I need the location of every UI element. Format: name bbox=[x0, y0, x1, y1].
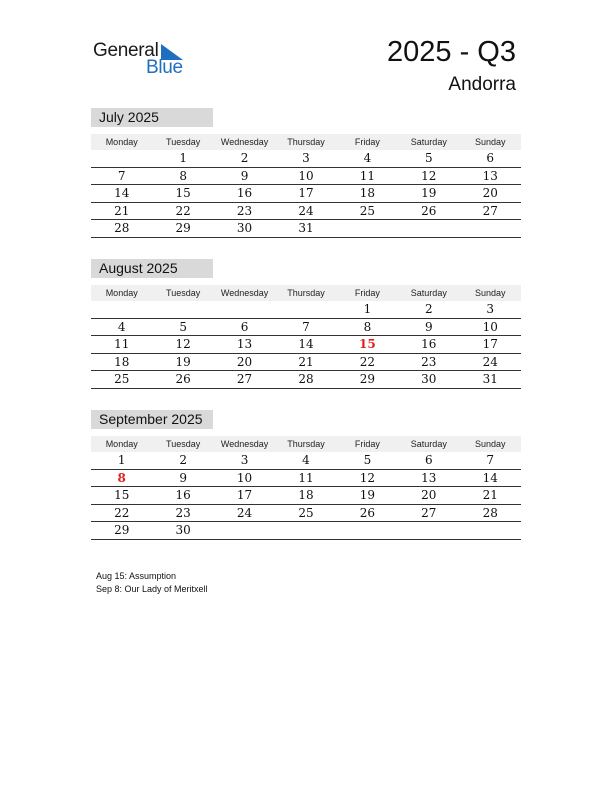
weekday-header: Saturday bbox=[410, 439, 447, 449]
day-cell bbox=[460, 220, 521, 237]
day-cell: 16 bbox=[175, 488, 191, 502]
weekday-header: Wednesday bbox=[220, 137, 269, 147]
day-cell: 8 bbox=[363, 319, 372, 334]
day-cell: 19 bbox=[359, 488, 376, 502]
month-september bbox=[91, 410, 521, 540]
day-cell: 15 bbox=[175, 186, 191, 200]
day-cell: 9 bbox=[425, 319, 433, 334]
weekday-header: Saturday bbox=[410, 288, 447, 298]
week-row bbox=[91, 301, 521, 319]
day-cell: 2 bbox=[425, 302, 433, 316]
day-cell: 20 bbox=[421, 488, 437, 502]
day-cell: 30 bbox=[421, 372, 437, 386]
day-cell: 29 bbox=[359, 372, 376, 386]
day-cell: 23 bbox=[236, 203, 253, 218]
day-cell: 29 bbox=[114, 523, 130, 537]
day-cell: 14 bbox=[114, 186, 130, 200]
day-cell: 28 bbox=[114, 221, 130, 235]
weekday-header: Saturday bbox=[410, 137, 447, 147]
week-row bbox=[91, 185, 521, 203]
weekday-header-row bbox=[91, 436, 521, 452]
week-row bbox=[91, 487, 521, 505]
day-cell: 16 bbox=[236, 186, 253, 200]
day-cell: 2 bbox=[240, 151, 249, 165]
day-cell: 6 bbox=[486, 151, 495, 165]
holiday-day-cell: 8 bbox=[117, 470, 126, 485]
day-cell: 7 bbox=[486, 453, 495, 467]
day-cell: 10 bbox=[236, 470, 253, 485]
day-cell bbox=[214, 301, 275, 318]
day-cell: 27 bbox=[236, 372, 253, 386]
day-cell: 13 bbox=[421, 470, 437, 485]
day-cell: 12 bbox=[359, 470, 376, 485]
day-cell: 14 bbox=[482, 470, 498, 485]
weekday-header: Tuesday bbox=[166, 439, 201, 449]
day-cell bbox=[91, 301, 152, 318]
month-label: August 2025 bbox=[91, 259, 213, 278]
day-cell: 10 bbox=[482, 319, 498, 334]
day-cell: 8 bbox=[179, 168, 187, 183]
day-cell: 25 bbox=[359, 203, 376, 218]
day-cell: 1 bbox=[363, 302, 372, 316]
day-cell: 4 bbox=[302, 453, 310, 467]
weekday-header: Thursday bbox=[287, 288, 325, 298]
weekday-header: Friday bbox=[354, 137, 380, 147]
day-cell: 27 bbox=[482, 203, 498, 218]
day-cell: 6 bbox=[425, 453, 433, 467]
week-row bbox=[91, 336, 521, 354]
day-cell: 4 bbox=[117, 319, 126, 334]
day-cell: 17 bbox=[298, 186, 314, 200]
day-cell: 5 bbox=[179, 319, 187, 334]
month-august bbox=[91, 259, 521, 389]
day-cell: 12 bbox=[421, 168, 437, 183]
day-cell: 28 bbox=[298, 372, 314, 386]
weekday-header: Sunday bbox=[474, 288, 506, 298]
day-cell: 16 bbox=[421, 337, 437, 351]
weekday-header: Friday bbox=[354, 439, 380, 449]
week-row bbox=[91, 452, 521, 470]
day-cell bbox=[398, 220, 459, 237]
month-july bbox=[91, 108, 521, 238]
day-cell: 11 bbox=[114, 337, 130, 351]
day-cell: 23 bbox=[175, 505, 191, 520]
day-cell: 19 bbox=[421, 186, 437, 200]
day-cell: 2 bbox=[179, 453, 187, 467]
day-cell: 13 bbox=[482, 168, 498, 183]
day-cell: 10 bbox=[298, 168, 314, 183]
day-cell bbox=[275, 301, 336, 318]
week-row bbox=[91, 371, 521, 389]
day-cell: 21 bbox=[114, 203, 130, 218]
day-cell: 24 bbox=[236, 505, 253, 520]
day-cell bbox=[275, 522, 336, 539]
day-cell bbox=[152, 301, 213, 318]
day-cell: 13 bbox=[236, 337, 253, 351]
day-cell: 30 bbox=[175, 523, 191, 537]
day-cell bbox=[337, 220, 398, 237]
day-cell: 20 bbox=[236, 354, 253, 369]
day-cell: 31 bbox=[482, 372, 498, 386]
week-row bbox=[91, 150, 521, 168]
day-cell: 17 bbox=[482, 337, 498, 351]
weekday-header-row bbox=[91, 134, 521, 150]
generalblue-logo bbox=[93, 40, 213, 80]
week-row bbox=[91, 168, 521, 186]
day-cell: 26 bbox=[175, 372, 191, 386]
day-cell: 22 bbox=[359, 354, 376, 369]
day-cell: 9 bbox=[179, 470, 187, 485]
weekday-header: Monday bbox=[105, 137, 138, 147]
weekday-header: Thursday bbox=[287, 137, 325, 147]
day-cell: 15 bbox=[114, 488, 130, 502]
day-cell: 3 bbox=[302, 151, 310, 165]
week-row bbox=[91, 203, 521, 221]
day-cell: 9 bbox=[240, 168, 249, 183]
day-cell: 19 bbox=[175, 354, 191, 369]
day-cell: 26 bbox=[359, 505, 376, 520]
weekday-header: Tuesday bbox=[166, 137, 201, 147]
holiday-note: Sep 8: Our Lady of Meritxell bbox=[96, 584, 208, 594]
weekday-header: Wednesday bbox=[220, 439, 269, 449]
weekday-header: Monday bbox=[105, 288, 138, 298]
day-cell: 24 bbox=[298, 203, 314, 218]
day-cell: 14 bbox=[298, 337, 314, 351]
week-row bbox=[91, 505, 521, 523]
weekday-header: Sunday bbox=[474, 137, 506, 147]
day-cell: 18 bbox=[114, 354, 130, 369]
day-cell: 25 bbox=[298, 505, 314, 520]
day-cell: 1 bbox=[117, 453, 126, 467]
day-cell: 1 bbox=[179, 151, 187, 165]
holiday-notes bbox=[96, 570, 208, 596]
day-cell: 27 bbox=[421, 505, 437, 520]
day-cell: 7 bbox=[117, 168, 126, 183]
day-cell: 3 bbox=[240, 453, 249, 467]
country-name: Andorra bbox=[448, 74, 516, 95]
day-cell: 22 bbox=[175, 203, 191, 218]
day-cell: 25 bbox=[114, 372, 130, 386]
day-cell: 11 bbox=[298, 470, 314, 485]
day-cell: 17 bbox=[236, 488, 253, 502]
day-cell: 5 bbox=[425, 151, 433, 165]
day-cell: 20 bbox=[482, 186, 498, 200]
day-cell: 21 bbox=[482, 488, 498, 502]
day-cell: 18 bbox=[359, 186, 376, 200]
month-label: September 2025 bbox=[91, 410, 213, 429]
day-cell: 31 bbox=[298, 221, 314, 235]
day-cell: 26 bbox=[421, 203, 437, 218]
holiday-note: Aug 15: Assumption bbox=[96, 571, 177, 581]
day-cell: 11 bbox=[359, 168, 376, 183]
day-cell bbox=[398, 522, 459, 539]
week-row bbox=[91, 319, 521, 337]
day-cell bbox=[91, 150, 152, 167]
week-row bbox=[91, 470, 521, 488]
week-row bbox=[91, 354, 521, 372]
day-cell: 24 bbox=[482, 354, 498, 369]
day-cell: 23 bbox=[421, 354, 437, 369]
logo-text-general: General bbox=[93, 40, 159, 61]
day-cell: 22 bbox=[114, 505, 130, 520]
weekday-header: Tuesday bbox=[166, 288, 201, 298]
week-row bbox=[91, 220, 521, 238]
day-cell: 4 bbox=[363, 151, 372, 165]
day-cell bbox=[337, 522, 398, 539]
day-cell: 29 bbox=[175, 221, 191, 235]
logo-text-blue: Blue bbox=[146, 57, 183, 78]
weekday-header: Thursday bbox=[287, 439, 325, 449]
weekday-header: Wednesday bbox=[220, 288, 269, 298]
day-cell: 28 bbox=[482, 505, 498, 520]
day-cell: 21 bbox=[298, 354, 314, 369]
day-cell: 3 bbox=[486, 302, 495, 316]
page-title: 2025 - Q3 bbox=[387, 36, 516, 68]
month-label: July 2025 bbox=[91, 108, 213, 127]
day-cell bbox=[460, 522, 521, 539]
day-cell: 30 bbox=[236, 221, 253, 235]
weekday-header-row bbox=[91, 285, 521, 301]
week-row bbox=[91, 522, 521, 540]
day-cell: 6 bbox=[240, 319, 249, 334]
weekday-header: Monday bbox=[105, 439, 138, 449]
weekday-header: Sunday bbox=[474, 439, 506, 449]
day-cell: 18 bbox=[298, 488, 314, 502]
holiday-day-cell: 15 bbox=[359, 337, 376, 351]
weekday-header: Friday bbox=[354, 288, 380, 298]
day-cell: 7 bbox=[302, 319, 310, 334]
day-cell: 12 bbox=[175, 337, 191, 351]
day-cell bbox=[214, 522, 275, 539]
day-cell: 5 bbox=[363, 453, 372, 467]
